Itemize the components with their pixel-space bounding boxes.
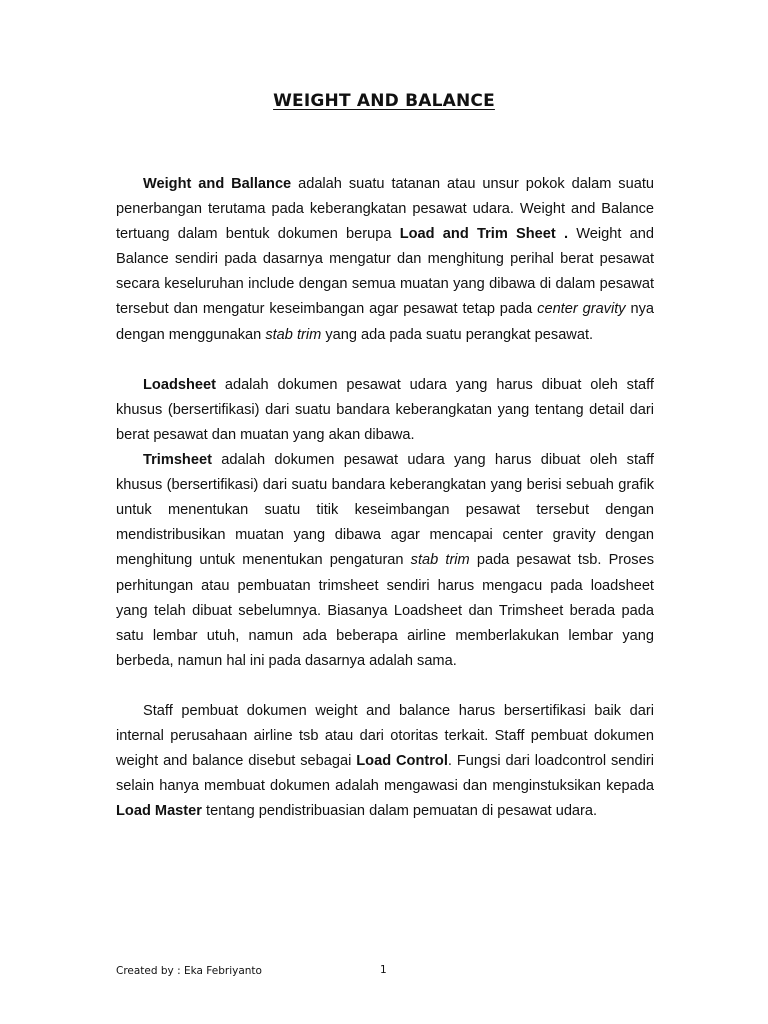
term-load-control: Load Control — [356, 753, 448, 770]
document-body — [116, 172, 654, 824]
term-load-master: Load Master — [116, 803, 202, 820]
footer-author: Created by : Eka Febriyanto — [116, 965, 262, 977]
paragraph-text: nya dengan menggunakan — [116, 301, 654, 343]
paragraph-text: . Fungsi dari loadcontrol sendiri selain hanya membuat dokumen adalah mengawasi dan menginstuksikan kepada — [116, 753, 655, 795]
footer-page-number: 1 — [380, 964, 387, 976]
paragraph-text: yang ada pada suatu perangkat pesawat. — [321, 326, 594, 343]
term-stab-trim: stab trim — [265, 326, 322, 343]
paragraph-loadsheet — [116, 373, 654, 448]
paragraph-weight-and-balance — [116, 172, 654, 348]
term-loadsheet: Loadsheet — [143, 376, 216, 393]
paragraph-text: adalah dokumen pesawat udara yang harus dibuat oleh staff khusus (bersertifikasi) dari suatu bandara keberangkatan yang berisi sebuah grafik untuk menentukan suatu titik keseimbangan pesawat tersebut dengan mendistribusikan muatan yang dibawa agar mencapai center gravity dengan menghitung untuk menentukan pengaturan — [116, 452, 654, 569]
paragraph-text: adalah suatu tatanan atau unsur pokok dalam suatu penerbangan terutama pada keberangkatan pesawat udara. Weight and Balance tertuang dalam bentuk dokumen berupa — [116, 176, 654, 243]
paragraph-text: adalah dokumen pesawat udara yang harus dibuat oleh staff khusus (bersertifikasi) dari suatu bandara keberangkatan yang tentang detail dari berat pesawat dan muatan yang akan dibawa. — [116, 376, 654, 443]
paragraph-text: Staff pembuat dokumen weight and balance harus bersertifikasi baik dari internal perusahaan airline tsb atau dari otoritas terkait. Staff pembuat dokumen weight and balance disebut sebagai — [116, 702, 654, 770]
paragraph-staff — [116, 699, 654, 824]
paragraph-trimsheet — [116, 448, 654, 674]
paragraph-gap — [116, 348, 654, 373]
term-trimsheet: Trimsheet — [143, 452, 212, 469]
paragraph-text: Weight and Balance sendiri pada dasarnya mengatur dan menghitung perihal berat pesawat secara keseluruhan include dengan semua muatan yang dibawa di dalam pesawat tersebut dan mengatur keseimbangan agar pesawat tetap pada — [116, 226, 654, 318]
document-title — [0, 91, 768, 111]
document-title-text: WEIGHT AND BALANCE — [273, 91, 495, 111]
paragraph-text: tentang pendistribuasian dalam pemuatan di pesawat udara. — [201, 803, 598, 820]
term-center-gravity: center gravity — [537, 301, 626, 318]
paragraph-text: pada pesawat tsb. Proses perhitungan atau pembuatan trimsheet sendiri harus mengacu pada loadsheet yang telah dibuat sebelumnya. Biasanya Loadsheet dan Trimsheet berada pada satu lembar utuh, namun ada beberapa airline memberlakukan lembar yang berbeda, namun hal ini pada dasarnya adalah sama. — [116, 552, 654, 669]
term-stab-trim: stab trim — [410, 552, 470, 569]
term-weight-and-ballance: Weight and Ballance — [143, 176, 292, 192]
paragraph-gap — [116, 674, 654, 699]
term-load-and-trim-sheet: Load and Trim Sheet . — [399, 226, 569, 243]
